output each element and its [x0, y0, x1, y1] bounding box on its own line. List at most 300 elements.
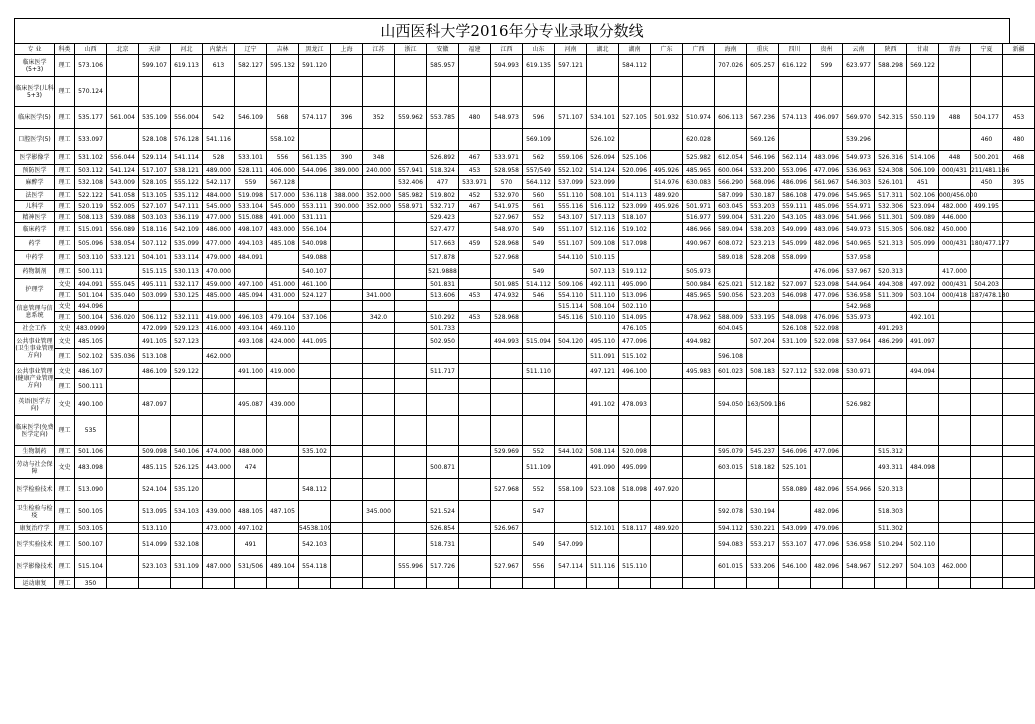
score-cell: 556.104 — [299, 223, 331, 237]
score-cell: 482.096 — [811, 479, 843, 501]
score-cell — [459, 212, 491, 223]
major-name: 临床医学(5) — [15, 107, 55, 129]
score-cell — [235, 265, 267, 279]
score-cell: 530.187 — [747, 190, 779, 201]
score-cell: 558.099 — [779, 251, 811, 265]
score-cell: 535.099 — [171, 237, 203, 251]
score-cell — [491, 364, 523, 379]
score-cell: 533.101 — [235, 151, 267, 165]
table-row — [15, 279, 1035, 290]
score-cell — [331, 523, 363, 534]
score-cell: 567.236 — [747, 107, 779, 129]
table-row — [15, 457, 1035, 479]
major-name: 临床医学(5+3) — [15, 55, 55, 77]
score-cell: 525.982 — [683, 151, 715, 165]
score-cell — [267, 379, 299, 394]
score-cell: 542.109 — [171, 223, 203, 237]
score-cell: 494.982 — [683, 334, 715, 349]
major-name: 英语(医学方向) — [15, 394, 55, 416]
score-cell: 544.096 — [299, 165, 331, 176]
score-cell — [107, 523, 139, 534]
score-cell: 523.108 — [587, 479, 619, 501]
subject-type: 理工 — [55, 129, 75, 151]
score-cell: 552.102 — [555, 165, 587, 176]
score-cell — [683, 479, 715, 501]
score-cell — [1003, 534, 1035, 556]
score-cell: 511.302 — [875, 523, 907, 534]
score-cell: 000/431 — [939, 237, 971, 251]
table-row — [15, 212, 1035, 223]
score-cell: 519.112 — [619, 265, 651, 279]
score-cell: 480 — [1003, 129, 1035, 151]
score-cell: 508.104 — [587, 301, 619, 312]
score-cell — [907, 523, 939, 534]
score-cell: 494.096 — [75, 301, 107, 312]
score-cell — [523, 251, 555, 265]
score-cell: 503.103 — [139, 212, 171, 223]
score-cell: 568.096 — [747, 176, 779, 190]
score-cell: 491.000 — [267, 212, 299, 223]
score-cell — [395, 290, 427, 301]
score-cell: 515.114 — [555, 301, 587, 312]
score-cell: 517.311 — [875, 190, 907, 201]
score-cell: 549.099 — [779, 223, 811, 237]
score-cell: 531.102 — [75, 151, 107, 165]
score-cell: 570 — [491, 176, 523, 190]
score-cell — [267, 265, 299, 279]
score-cell — [939, 416, 971, 446]
score-cell — [171, 349, 203, 364]
score-cell: 532.098 — [811, 364, 843, 379]
score-cell: 497.121 — [587, 364, 619, 379]
subject-type: 理工 — [55, 290, 75, 301]
score-cell: 594.050 — [715, 394, 747, 416]
score-cell — [203, 416, 235, 446]
subject-type: 理工 — [55, 556, 75, 578]
score-cell — [555, 323, 587, 334]
score-cell — [939, 501, 971, 523]
score-cell — [971, 55, 1003, 77]
score-cell: 526.967 — [491, 523, 523, 534]
score-cell: 498.107 — [235, 223, 267, 237]
score-cell: 574.113 — [779, 107, 811, 129]
score-cell: 511.091 — [587, 349, 619, 364]
table-row — [15, 129, 1035, 151]
score-cell: 510.292 — [427, 312, 459, 323]
score-cell: 501.971 — [683, 201, 715, 212]
column-header: 陕西 — [875, 44, 907, 55]
score-cell — [107, 479, 139, 501]
score-table — [14, 43, 1035, 589]
score-cell — [107, 77, 139, 107]
score-cell: 502.106 — [907, 190, 939, 201]
score-cell: 543.009 — [107, 176, 139, 190]
score-cell: 476.096 — [811, 312, 843, 323]
score-cell — [491, 394, 523, 416]
score-cell — [971, 379, 1003, 394]
score-cell — [587, 534, 619, 556]
score-cell: 613 — [203, 55, 235, 77]
score-cell: 509.106 — [555, 279, 587, 290]
score-cell: 523.213 — [747, 237, 779, 251]
score-cell: 163/509.186 — [747, 394, 779, 416]
score-cell: 590.056 — [715, 290, 747, 301]
score-cell: 630.083 — [683, 176, 715, 190]
score-cell: 504.203 — [971, 279, 1003, 290]
score-cell: 496.100 — [619, 364, 651, 379]
score-cell: 526.108 — [779, 323, 811, 334]
score-cell: 503.104 — [907, 290, 939, 301]
score-cell — [363, 176, 395, 190]
score-cell: 510.115 — [587, 251, 619, 265]
score-cell — [331, 251, 363, 265]
score-cell — [267, 534, 299, 556]
score-cell: 510.294 — [875, 534, 907, 556]
score-cell: 495.099 — [619, 457, 651, 479]
score-cell: 528 — [203, 151, 235, 165]
score-cell — [651, 578, 683, 589]
score-cell — [331, 334, 363, 349]
score-cell: 187/478.180 — [971, 291, 1010, 299]
score-cell — [939, 379, 971, 394]
score-cell: 483.096 — [811, 212, 843, 223]
score-cell — [811, 301, 843, 312]
score-cell: 504.120 — [555, 334, 587, 349]
score-cell — [651, 77, 683, 107]
score-cell — [395, 416, 427, 446]
score-cell — [939, 349, 971, 364]
score-cell — [1003, 446, 1035, 457]
sheet-title: 山西医科大学2016年分专业录取分数线 — [14, 18, 1010, 43]
score-cell: 524.104 — [139, 479, 171, 501]
score-cell — [1003, 379, 1035, 394]
score-cell: 486.966 — [683, 223, 715, 237]
score-cell: 348 — [363, 151, 395, 165]
score-cell — [1003, 212, 1035, 223]
column-header: 新疆 — [1003, 44, 1035, 55]
score-cell — [715, 479, 747, 501]
score-cell — [651, 457, 683, 479]
score-cell: 478.962 — [683, 312, 715, 323]
score-cell — [971, 334, 1003, 349]
major-name: 运动康复 — [15, 578, 55, 589]
score-cell: 582.127 — [235, 55, 267, 77]
score-cell — [971, 479, 1003, 501]
score-cell: 588.009 — [715, 312, 747, 323]
score-cell — [427, 578, 459, 589]
score-cell: 477 — [427, 176, 459, 190]
score-cell: 535.036 — [107, 349, 139, 364]
subject-type: 文史 — [55, 394, 75, 416]
score-cell: 493.311 — [875, 457, 907, 479]
score-cell — [747, 77, 779, 107]
score-cell: 501.104 — [75, 290, 107, 301]
score-cell: 569.109 — [523, 129, 555, 151]
subject-type: 理工 — [55, 251, 75, 265]
score-cell: 452 — [459, 190, 491, 201]
major-name: 药学 — [15, 237, 55, 251]
score-cell: 532.406 — [395, 176, 427, 190]
score-cell: 562.114 — [779, 151, 811, 165]
score-cell: 548.967 — [843, 556, 875, 578]
score-cell: 500.111 — [75, 265, 107, 279]
score-cell — [427, 479, 459, 501]
score-cell — [331, 457, 363, 479]
table-row — [15, 523, 1035, 534]
score-cell: 533.121 — [107, 251, 139, 265]
score-cell — [651, 379, 683, 394]
subject-type: 理工 — [55, 479, 75, 501]
score-cell: 620.028 — [683, 129, 715, 151]
score-cell: 555.045 — [107, 279, 139, 290]
score-cell: 547.099 — [555, 534, 587, 556]
score-cell: 477.096 — [811, 446, 843, 457]
score-cell: 535.177 — [75, 107, 107, 129]
score-cell — [395, 301, 427, 312]
score-cell — [747, 349, 779, 364]
score-cell: 518.107 — [619, 212, 651, 223]
score-cell: 525.101 — [779, 457, 811, 479]
score-cell: 550.119 — [907, 107, 939, 129]
score-cell — [459, 416, 491, 446]
score-cell — [235, 77, 267, 107]
score-cell — [459, 379, 491, 394]
score-cell — [971, 212, 1003, 223]
score-cell: 556.004 — [171, 107, 203, 129]
score-cell — [459, 457, 491, 479]
score-cell — [651, 151, 683, 165]
score-cell: 513.096 — [619, 290, 651, 301]
major-name: 法医学 — [15, 190, 55, 201]
score-cell: 514.976 — [651, 176, 683, 190]
major-name: 医学检验技术 — [15, 479, 55, 501]
score-cell: 180/477.177 — [971, 237, 1003, 251]
subject-type: 理工 — [55, 312, 75, 323]
score-cell — [715, 301, 747, 312]
score-cell — [491, 416, 523, 446]
score-cell — [555, 501, 587, 523]
score-cell — [299, 176, 331, 190]
score-cell — [683, 446, 715, 457]
score-cell — [459, 578, 491, 589]
score-cell: 549 — [523, 237, 555, 251]
score-cell: 500.871 — [427, 457, 459, 479]
score-cell — [363, 77, 395, 107]
score-cell: 537.099 — [555, 176, 587, 190]
score-sheet — [14, 18, 1025, 589]
score-cell — [971, 323, 1003, 334]
score-cell — [715, 578, 747, 589]
score-cell — [267, 251, 299, 265]
score-cell: 548.098 — [779, 312, 811, 323]
score-cell: 549.973 — [843, 151, 875, 165]
score-cell — [299, 501, 331, 523]
score-cell: 532.717 — [427, 201, 459, 212]
score-cell — [619, 534, 651, 556]
score-cell — [907, 301, 939, 312]
score-cell — [363, 279, 395, 290]
score-cell: 541.966 — [843, 212, 875, 223]
score-cell — [427, 77, 459, 107]
score-cell — [235, 301, 267, 312]
score-cell — [203, 379, 235, 394]
score-cell: 473.000 — [203, 523, 235, 534]
score-cell: 462.000 — [939, 556, 971, 578]
score-cell: 491.102 — [587, 394, 619, 416]
score-cell: 514.113 — [619, 190, 651, 201]
score-cell: 513.090 — [75, 479, 107, 501]
score-cell — [395, 151, 427, 165]
score-cell — [779, 578, 811, 589]
score-cell: 461.100 — [299, 279, 331, 290]
score-cell: 500.104 — [75, 312, 107, 323]
score-cell — [1003, 223, 1035, 237]
score-cell: 453 — [1003, 107, 1035, 129]
score-cell: 558.109 — [555, 479, 587, 501]
table-row — [15, 176, 1035, 190]
column-header: 甘肃 — [907, 44, 939, 55]
score-cell: 459.000 — [203, 279, 235, 290]
score-cell — [235, 416, 267, 446]
score-cell — [171, 77, 203, 107]
score-cell: 520.313 — [875, 479, 907, 501]
score-cell — [1003, 416, 1035, 446]
score-cell: 419.000 — [267, 364, 299, 379]
score-cell — [299, 129, 331, 151]
score-cell — [651, 279, 683, 290]
subject-type: 文史 — [55, 364, 75, 379]
score-cell: 512.101 — [587, 523, 619, 534]
score-cell — [843, 446, 875, 457]
score-cell — [715, 334, 747, 349]
score-cell: 476.105 — [619, 323, 651, 334]
score-cell — [907, 501, 939, 523]
score-cell: 556 — [523, 556, 555, 578]
score-cell — [523, 416, 555, 446]
score-cell: 526.982 — [843, 394, 875, 416]
score-cell — [203, 77, 235, 107]
subject-type: 理工 — [55, 190, 75, 201]
score-cell: 512.297 — [875, 556, 907, 578]
score-cell: 540.106 — [171, 446, 203, 457]
score-cell: 487.105 — [267, 501, 299, 523]
score-cell: 513.108 — [139, 349, 171, 364]
column-header: 福建 — [459, 44, 491, 55]
score-cell: 515.088 — [235, 212, 267, 223]
score-cell — [491, 534, 523, 556]
score-cell — [811, 379, 843, 394]
score-cell — [555, 349, 587, 364]
score-cell: 504.101 — [139, 251, 171, 265]
score-cell — [875, 301, 907, 312]
score-cell — [715, 416, 747, 446]
score-cell — [843, 416, 875, 446]
score-cell: 514.112 — [523, 279, 555, 290]
score-cell: 487.097 — [139, 394, 171, 416]
score-cell — [651, 323, 683, 334]
table-row — [15, 190, 1035, 201]
score-cell — [971, 457, 1003, 479]
score-cell — [459, 523, 491, 534]
score-cell: 533.114 — [171, 251, 203, 265]
score-cell: 450 — [971, 176, 1003, 190]
score-cell — [203, 394, 235, 416]
score-cell: 396 — [331, 107, 363, 129]
column-header: 海南 — [715, 44, 747, 55]
score-cell: 505.973 — [683, 265, 715, 279]
score-cell: 546.098 — [779, 290, 811, 301]
score-cell: 518.324 — [427, 165, 459, 176]
score-cell: 501.106 — [75, 446, 107, 457]
score-cell: 526.094 — [587, 151, 619, 165]
subject-type: 理工 — [55, 55, 75, 77]
score-cell: 554.971 — [843, 201, 875, 212]
score-cell: 493.104 — [235, 323, 267, 334]
score-cell — [939, 457, 971, 479]
score-cell — [747, 323, 779, 334]
score-cell — [971, 534, 1003, 556]
score-cell — [491, 265, 523, 279]
score-cell — [683, 394, 715, 416]
score-cell — [491, 129, 523, 151]
score-cell: 530.113 — [171, 265, 203, 279]
score-cell — [523, 349, 555, 364]
major-name: 劳动与社会保障 — [15, 457, 55, 479]
score-cell — [459, 265, 491, 279]
score-cell: 495.983 — [683, 364, 715, 379]
score-cell: 477.096 — [619, 334, 651, 349]
score-cell — [491, 323, 523, 334]
score-cell: 532.970 — [491, 190, 523, 201]
score-cell: 527.477 — [427, 223, 459, 237]
score-cell — [427, 349, 459, 364]
column-header: 内蒙古 — [203, 44, 235, 55]
score-cell — [971, 223, 1003, 237]
score-cell — [139, 77, 171, 107]
column-header: 辽宁 — [235, 44, 267, 55]
score-cell — [107, 416, 139, 446]
score-cell: 533.971 — [491, 151, 523, 165]
score-cell: 495.111 — [139, 279, 171, 290]
score-cell: 539.296 — [843, 129, 875, 151]
score-cell: 616.122 — [779, 55, 811, 77]
score-cell — [299, 77, 331, 107]
subject-type: 理工 — [55, 578, 75, 589]
score-cell: 531.220 — [747, 212, 779, 223]
score-cell — [843, 323, 875, 334]
score-cell — [715, 77, 747, 107]
score-cell: 585.982 — [395, 190, 427, 201]
score-cell: 564.112 — [523, 176, 555, 190]
score-cell: 515.091 — [75, 223, 107, 237]
score-cell: 462.000 — [203, 349, 235, 364]
score-cell — [107, 457, 139, 479]
score-cell: 495.087 — [235, 394, 267, 416]
score-cell: 526.316 — [875, 151, 907, 165]
major-name: 中药学 — [15, 251, 55, 265]
score-cell: 587.099 — [715, 190, 747, 201]
score-cell — [427, 416, 459, 446]
score-cell — [971, 312, 1003, 323]
table-row — [15, 165, 1035, 176]
subject-type: 理工 — [55, 165, 75, 176]
score-cell: 594.083 — [715, 534, 747, 556]
score-cell — [747, 416, 779, 446]
score-cell: 515.312 — [875, 446, 907, 457]
score-cell — [203, 578, 235, 589]
score-cell — [651, 349, 683, 364]
score-cell: 532.108 — [171, 534, 203, 556]
